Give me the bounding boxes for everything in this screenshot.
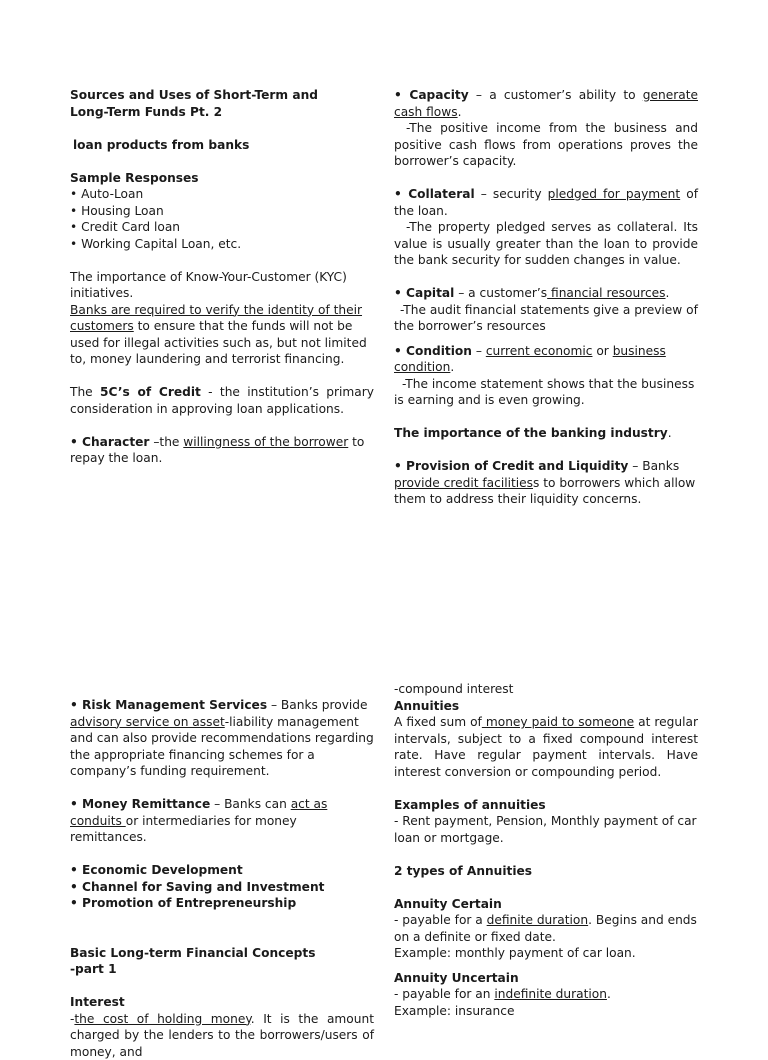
character-paragraph: • Character –the willingness of the borrower to repay the loan. [70,434,374,467]
basic-concepts-line-2: -part 1 [70,961,374,978]
collateral-note: -The property pledged serves as collateral. Its value is usually greater than the loan to provide the bank security for sudden changes in value. [394,219,698,269]
annuity-uncertain-example: Example: insurance [394,1003,698,1020]
annuity-uncertain-heading: Annuity Uncertain [394,970,698,987]
annuity-certain-paragraph: - payable for a definite duration. Begins and ends on a definite or fixed date. [394,912,698,945]
interest-heading: Interest [70,994,374,1011]
kyc-paragraph: Banks are required to verify the identity of their customers to ensure that the funds will not be used for illegal activities such as, but not limited to, money laundering and terrorist financing. [70,302,374,368]
annuities-heading: Annuities [394,698,698,715]
sample-item: • Housing Loan [70,203,374,220]
annuities-paragraph: A fixed sum of money paid to someone at regular intervals, subject to a fixed compound interest rate. Have regular payment intervals. Have interest conversion or compounding period. [394,714,698,780]
two-types-heading: 2 types of Annuities [394,863,698,880]
sample-item: • Credit Card loan [70,219,374,236]
banking-heading: The importance of the banking industry. [394,425,698,442]
capital-note: -The audit financial statements give a preview of the borrower’s resources [394,302,698,335]
column-top-right [394,87,698,508]
loan-products-heading: loan products from banks [70,137,374,154]
risk-paragraph: • Risk Management Services – Banks provide advisory service on asset-liability management and can also provide recommendations regarding [70,697,374,747]
bullet-channel-saving: • Channel for Saving and Investment [70,879,374,896]
column-bottom-right [394,681,698,1019]
kyc-intro: The importance of Know-Your-Customer (KYC) initiatives. [70,269,374,302]
condition-note: -The income statement shows that the business is earning and is even growing. [394,376,698,409]
capacity-paragraph: • Capacity – a customer’s ability to generate cash flows. [394,87,698,120]
condition-paragraph: • Condition – current economic or business condition. [394,343,698,376]
column-top-left [70,87,374,467]
annuity-uncertain-paragraph: - payable for an indefinite duration. [394,986,698,1003]
collateral-paragraph: • Collateral – security pledged for payment of the loan. [394,186,698,219]
remittance-paragraph: • Money Remittance – Banks can act as conduits or intermediaries for money remittances. [70,796,374,846]
examples-text: - Rent payment, Pension, Monthly payment of car loan or mortgage. [394,813,698,846]
title-line-2: Long-Term Funds Pt. 2 [70,104,374,121]
capacity-note: -The positive income from the business and positive cash flows from operations proves the borrower’s capacity. [394,120,698,170]
provision-paragraph: • Provision of Credit and Liquidity – Banks provide credit facilitiess to borrowers which allow them to address their liquidity concerns. [394,458,698,508]
capital-paragraph: • Capital – a customer’s financial resources. [394,285,698,302]
sample-item: • Auto-Loan [70,186,374,203]
column-bottom-left [70,697,374,1060]
risk-line-2: the appropriate financing schemes for a company’s funding requirement. [70,747,374,780]
interest-paragraph: -the cost of holding money. It is the amount charged by the lenders to the borrowers/users of money, and [70,1011,374,1060]
annuity-certain-heading: Annuity Certain [394,896,698,913]
bullet-economic-development: • Economic Development [70,862,374,879]
annuity-certain-example: Example: monthly payment of car loan. [394,945,698,962]
examples-heading: Examples of annuities [394,797,698,814]
sample-item: • Working Capital Loan, etc. [70,236,374,253]
five-cs-paragraph: The 5C’s of Credit - the institution’s primary consideration in approving loan applications. [70,384,374,417]
bullet-entrepreneurship: • Promotion of Entrepreneurship [70,895,374,912]
compound-interest: -compound interest [394,681,698,698]
kyc-underline: Banks are required to verify the identity of their customers [70,303,362,334]
sample-responses-heading: Sample Responses [70,170,374,187]
basic-concepts-line-1: Basic Long-term Financial Concepts [70,945,374,962]
title-line-1: Sources and Uses of Short-Term and [70,87,374,104]
five-cs-bold: 5C’s of Credit [100,385,201,399]
